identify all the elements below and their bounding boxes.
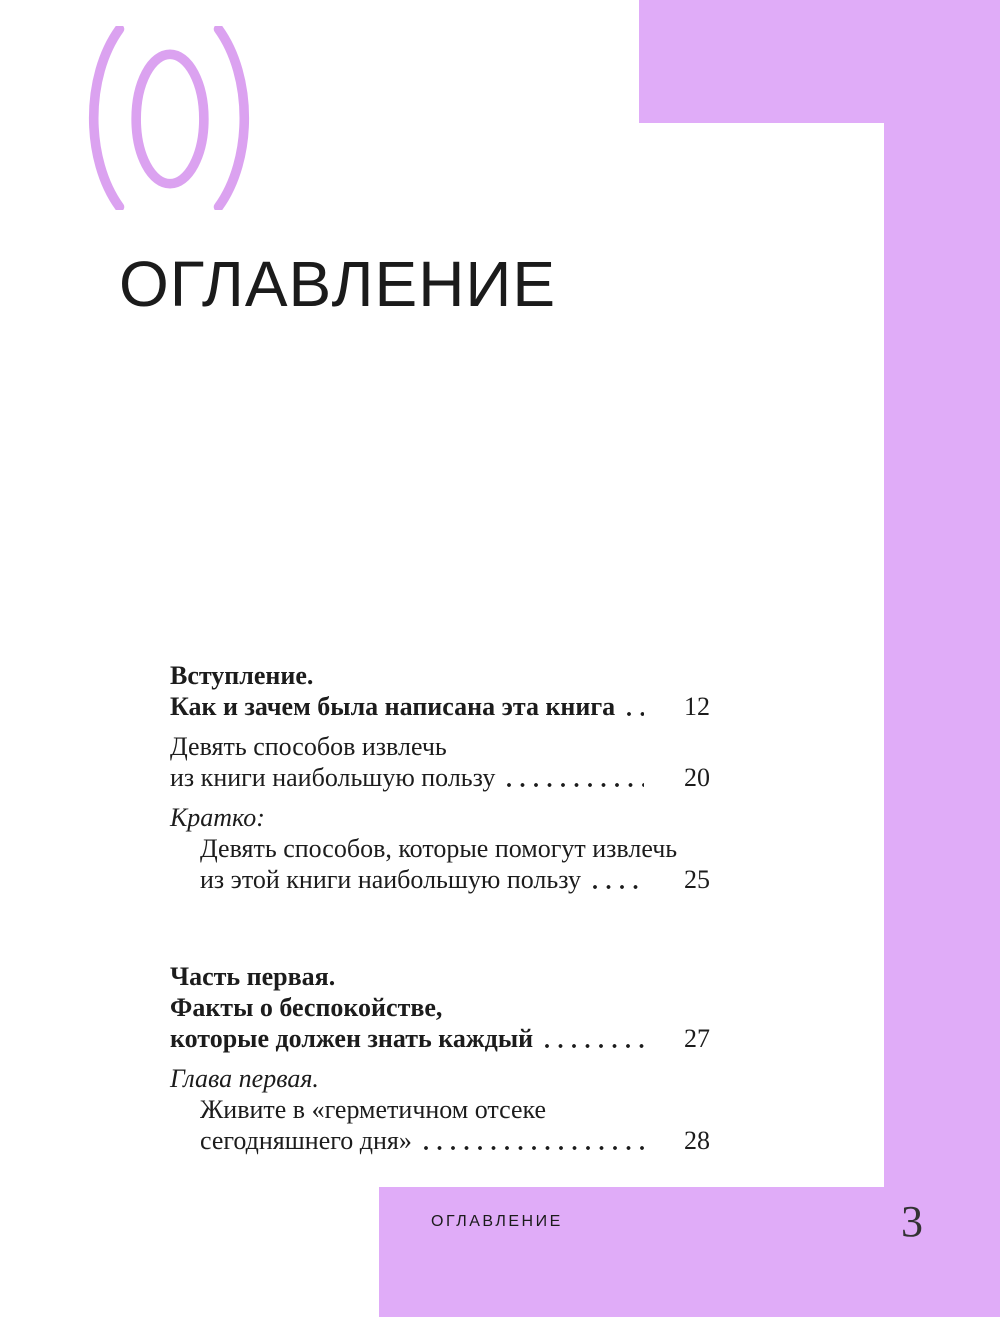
toc-list (170, 660, 710, 1165)
toc-entry-text: Часть первая. (170, 962, 336, 991)
chapter-zero-glyph (73, 26, 265, 210)
toc-page-number: 25 (684, 865, 710, 894)
toc-entry (170, 1063, 710, 1156)
toc-entry-label: Глава первая. (170, 1064, 319, 1093)
toc-entry-line (170, 731, 710, 762)
toc-entry-text: Девять способов извлечь (170, 732, 447, 761)
toc-entry-text: Живите в «герметичном отсеке (200, 1095, 547, 1124)
toc-entry-line (170, 992, 710, 1023)
toc-page-number: 20 (684, 763, 710, 792)
toc-entry-line (170, 1094, 710, 1125)
toc-entry-text: Вступление. (170, 661, 314, 690)
toc-entry-line (170, 1023, 710, 1054)
chapter-zero-mark (73, 26, 265, 210)
toc-entry-text: из книги наибольшую пользу (170, 763, 496, 792)
toc-entry-line (170, 1125, 710, 1156)
dot-leader (593, 882, 644, 890)
toc-entry-line (170, 961, 710, 992)
toc-entry-line (170, 762, 710, 793)
footer-page-number: 3 (901, 1197, 923, 1246)
toc-entry-text: Как и зачем была написана эта книга (170, 692, 616, 721)
dot-leader (424, 1143, 644, 1151)
dot-leader (545, 1041, 644, 1049)
toc-page-number: 28 (684, 1126, 710, 1155)
toc-entry-line (170, 833, 710, 864)
accent-block-right (884, 0, 1000, 1317)
toc-entry (170, 802, 710, 895)
toc-entry (170, 731, 710, 793)
toc-entry (170, 660, 710, 722)
toc-page-number: 12 (684, 692, 710, 721)
toc-entry-line (170, 864, 710, 895)
toc-page-number: 27 (684, 1024, 710, 1053)
toc-entry-label: Кратко: (170, 803, 265, 832)
page-title: ОГЛАВЛЕНИЕ (119, 248, 557, 320)
toc-entry-text: Факты о беспокойстве, (170, 993, 443, 1022)
toc-entry-text: которые должен знать каждый (170, 1024, 534, 1053)
toc-entry (170, 961, 710, 1054)
dot-leader (507, 780, 644, 788)
toc-entry-line (170, 691, 710, 722)
toc-entry-line (170, 660, 710, 691)
footer-running-title: ОГЛАВЛЕНИЕ (431, 1213, 563, 1230)
dot-leader (627, 709, 644, 717)
toc-entry-text: Девять способов, которые помогут извлечь (200, 834, 678, 863)
toc-entry-text: сегодняшнего дня» (200, 1126, 412, 1155)
toc-entry-text: из этой книги наибольшую пользу (200, 865, 581, 894)
